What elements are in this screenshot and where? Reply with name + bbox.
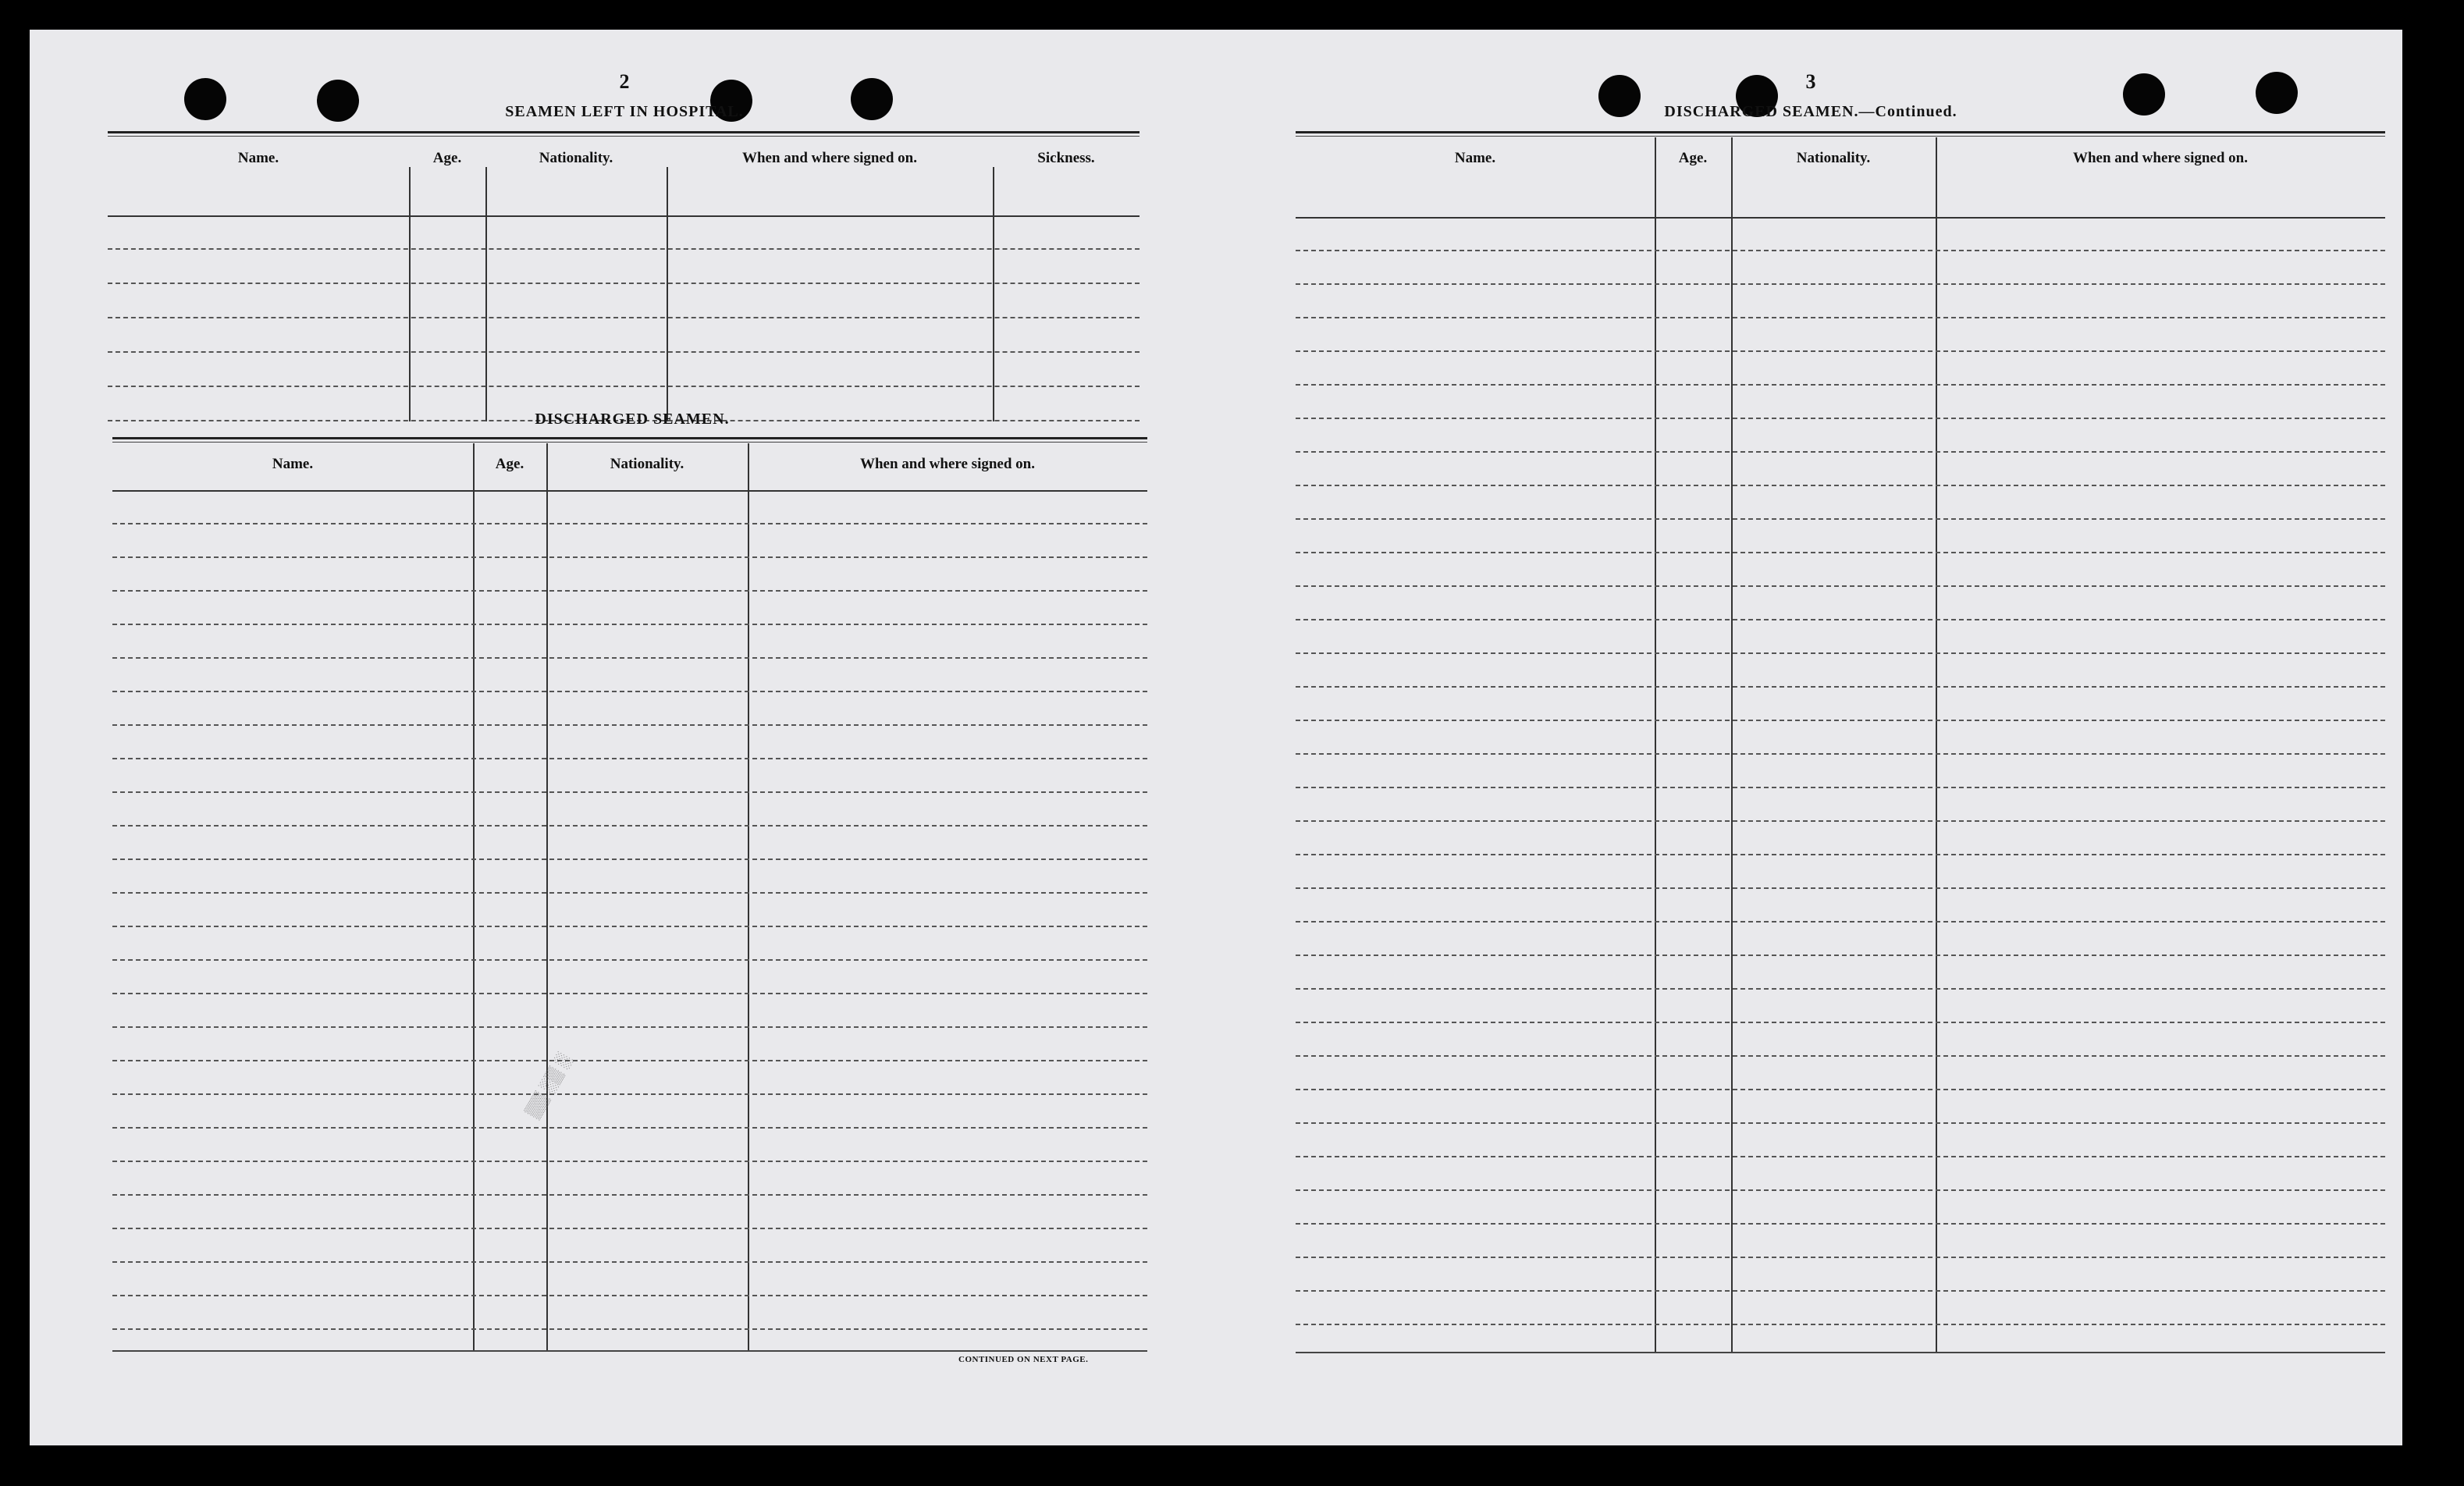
- punch-hole: [184, 78, 226, 120]
- column-header-name: Name.: [1454, 150, 1496, 166]
- column-header-sickness: Sickness.: [1037, 150, 1095, 166]
- column-header-age: Age.: [432, 150, 462, 166]
- continued-note: CONTINUED ON NEXT PAGE.: [958, 1355, 1089, 1364]
- punch-hole: [851, 78, 893, 120]
- column-header-age: Age.: [495, 456, 524, 472]
- page-number-right: 3: [1805, 70, 1816, 93]
- column-header-signed-on: When and where signed on.: [859, 456, 1035, 472]
- page-number-left: 2: [619, 70, 630, 93]
- hospital-table: [108, 131, 1140, 428]
- discharged-section-title: DISCHARGED SEAMEN.: [535, 411, 730, 428]
- column-header-age: Age.: [1678, 150, 1708, 166]
- right-page-title: DISCHARGED SEAMEN.—Continued.: [1664, 103, 1957, 120]
- punch-hole: [1598, 75, 1641, 117]
- column-header-signed-on: When and where signed on.: [741, 150, 917, 166]
- column-header-nationality: Nationality.: [539, 150, 613, 166]
- punch-hole: [317, 80, 359, 122]
- discharged-table-left: [112, 437, 1147, 1374]
- punch-hole: [2123, 73, 2165, 116]
- column-header-nationality: Nationality.: [610, 456, 684, 472]
- stamp-mark: ▒▒ ░▒ ░: [521, 1050, 574, 1121]
- column-header-signed-on: When and where signed on.: [2072, 150, 2248, 166]
- document-sheet: [30, 30, 2402, 1445]
- column-header-name: Name.: [237, 150, 279, 166]
- hospital-section-title: SEAMEN LEFT IN HOSPITAL.: [505, 103, 744, 120]
- column-header-name: Name.: [272, 456, 314, 472]
- discharged-table-right: [1296, 131, 2385, 1375]
- column-header-nationality: Nationality.: [1796, 150, 1871, 166]
- punch-hole: [2256, 72, 2298, 114]
